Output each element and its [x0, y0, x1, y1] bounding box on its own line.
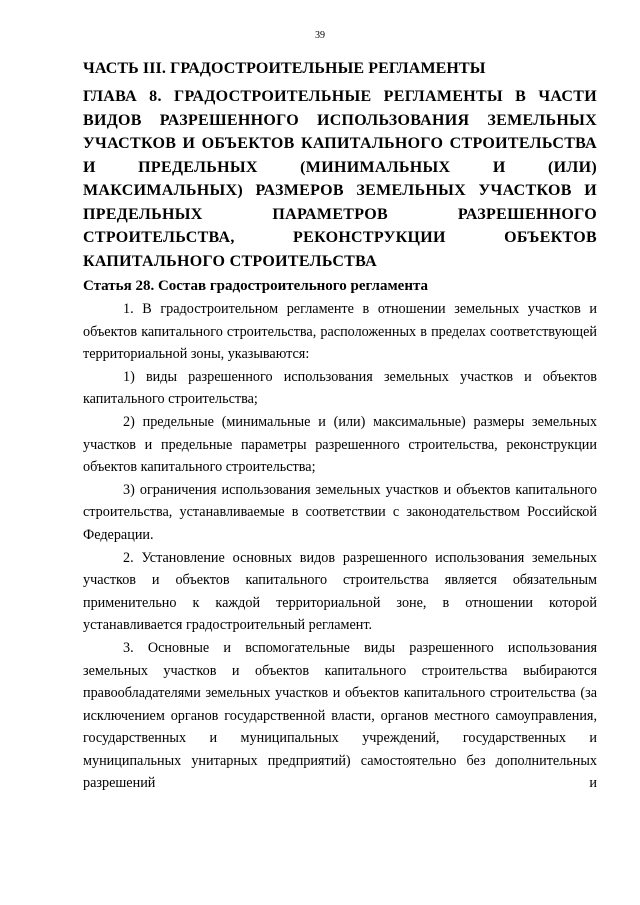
document-body [83, 57, 597, 795]
paragraph-1: 1. В градостроительном регламенте в отношении земельных участков и объектов капитального строительства, расположенных в пределах соответствующей территориальной зоны, указываются: [83, 301, 597, 363]
chapter-title: ГЛАВА 8. ГРАДОСТРОИТЕЛЬНЫЕ РЕГЛАМЕНТЫ В ЧАСТИ ВИДОВ РАЗРЕШЕННОГО ИСПОЛЬЗОВАНИЯ ЗЕМЕЛЬНЫХ УЧАСТКОВ И ОБЪЕКТОВ КАПИТАЛЬНОГО СТРОИТЕЛЬСТВА И ПРЕДЕЛЬНЫХ (МИНИМАЛЬНЫХ И (ИЛИ) МАКСИМАЛЬНЫХ) РАЗМЕРОВ ЗЕМЕЛЬНЫХ УЧАСТКОВ И ПРЕДЕЛЬНЫХ ПАРАМЕТРОВ РАЗРЕШЕННОГО СТРОИТЕЛЬСТВА, РЕКОНСТРУКЦИИ ОБЪЕКТОВ КАПИТАЛЬНОГО СТРОИТЕЛЬСТВА [83, 88, 597, 270]
paragraph-2: 2. Установление основных видов разрешенного использования земельных участков и объектов капитального строительства является обязательным применительно к каждой территориальной зоне, в отношении которой устанавливается градостроительный регламент. [83, 549, 597, 634]
article-title: Статья 28. Состав градостроительного регламента [83, 278, 429, 294]
page-number: 39 [315, 30, 325, 41]
part-title: ЧАСТЬ III. ГРАДОСТРОИТЕЛЬНЫЕ РЕГЛАМЕНТЫ [83, 60, 486, 77]
paragraph-3: 3. Основные и вспомогательные виды разрешенного использования земельных участков и объектов капитального строительства выбираются правообладателями земельных участков и объектов капитального строительства (за исключением органов государственной власти, органов местного самоуправления, государственных и муниципальных учреждений, государственных и муниципальных унитарных предприятий) самостоятельно без дополнительных разрешений и [83, 639, 597, 792]
paragraph-1-item-1: 1) виды разрешенного использования земельных участков и объектов капитального строительства; [83, 368, 597, 408]
paragraph-1-item-2: 2) предельные (минимальные и (или) максимальные) размеры земельных участков и предельные параметры разрешенного строительства, реконструкции объектов капитального строительства; [83, 413, 597, 476]
paragraph-1-item-3: 3) ограничения использования земельных участков и объектов капитального строительства, устанавливаемые в соответствии с законодательством Российской Федерации. [83, 481, 597, 543]
